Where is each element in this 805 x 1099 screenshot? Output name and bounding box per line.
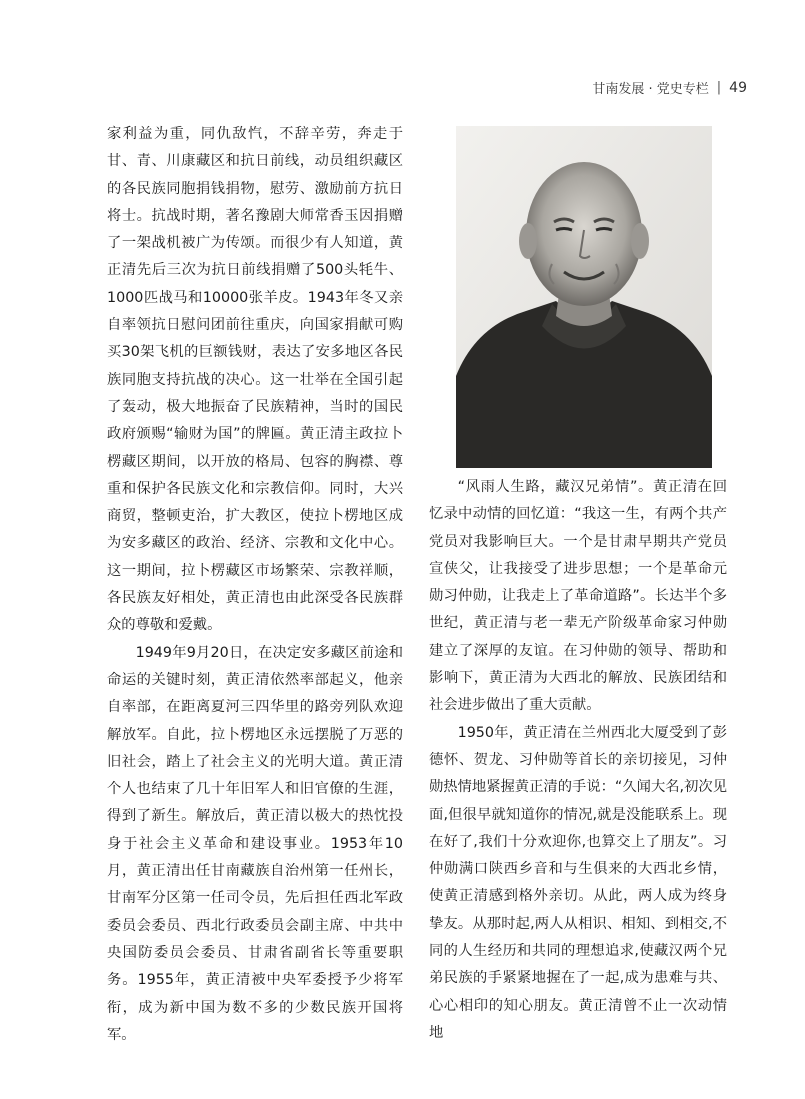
left-column (107, 121, 403, 1049)
page-number: 49 (729, 79, 747, 96)
section-title: 甘南发展 · 党史专栏 (592, 82, 709, 97)
portrait-photo (456, 126, 712, 468)
paragraph: 1949年9月20日，在决定安多藏区前途和命运的关键时刻，黄正清依然率部起义，他亲自率部，在距离夏河三四华里的路旁列队欢迎解放军。自此，拉卜楞地区永远摆脱了万恶的旧社会，踏上了社会主义的光明大道。黄正清个人也结束了几十年旧军人和旧官僚的生涯，得到了新生。解放后，黄正清以极大的热忱投身于社会主义革命和建设事业。1953年10月，黄正清出任甘南藏族自治州第一任州长，甘南军分区第一任司令员，先后担任西北军政委员会委员、西北行政委员会副主席、中共中央国防委员会委员、甘肃省副省长等重要职务。1955年，黄正清被中央军委授予少将军衔，成为新中国为数不多的少数民族开国将军。 (107, 644, 403, 1043)
right-column (429, 474, 727, 1047)
header-separator: | (716, 80, 722, 95)
paragraph: 1950年，黄正清在兰州西北大厦受到了彭德怀、贺龙、习仲勋等首长的亲切接见，习仲勋热情地紧握黄正清的手说：“久闻大名,初次见面,但很早就知道你的情况,就是没能联系上。现在好了,我们十分欢迎你,也算交上了朋友”。习仲勋满口陕西乡音和与生俱来的大西北乡情，使黄正清感到格外亲切。从此，两人成为终身挚友。从那时起,两人从相识、相知、到相交,不同的人生经历和共同的理想追求,使藏汉两个兄弟民族的手紧紧地握在了一起,成为患难与共、心心相印的知心朋友。黄正清曾不止一次动情地 (429, 724, 727, 1041)
page-header (592, 78, 747, 97)
paragraph: “风雨人生路，藏汉兄弟情”。黄正清在回忆录中动情的回忆道：“我这一生，有两个共产党员对我影响巨大。一个是甘肃早期共产党员宣侠父，让我接受了进步思想；一个是革命元勋习仲勋，让我走上了革命道路”。长达半个多世纪，黄正清与老一辈无产阶级革命家习仲勋建立了深厚的友谊。在习仲勋的领导、帮助和影响下，黄正清为大西北的解放、民族团结和社会进步做出了重大贡献。 (429, 479, 727, 714)
paragraph: 家利益为重，同仇敌忾，不辞辛劳，奔走于甘、青、川康藏区和抗日前线，动员组织藏区的各民族同胞捐钱捐物，慰劳、激励前方抗日将士。抗战时期，著名豫剧大师常香玉因捐赠了一架战机被广为传颂。而很少有人知道，黄正清先后三次为抗日前线捐赠了500头牦牛、1000匹战马和10000张羊皮。1943年冬又亲自率领抗日慰问团前往重庆，向国家捐献可购买30架飞机的巨额钱财，表达了安多地区各民族同胞支持抗战的决心。这一壮举在全国引起了轰动，极大地振奋了民族精神，当时的国民政府颁赐“输财为国”的牌匾。黄正清主政拉卜楞藏区期间，以开放的格局、包容的胸襟、尊重和保护各民族文化和宗教信仰。同时，大兴商贸，整顿吏治，扩大教区，使拉卜楞地区成为安多藏区的政治、经济、宗教和文化中心。这一期间，拉卜楞藏区市场繁荣、宗教祥顺，各民族友好相处，黄正清也由此深受各民族群众的尊敬和爱戴。 (107, 126, 403, 634)
portrait-photo-icon (456, 126, 712, 468)
